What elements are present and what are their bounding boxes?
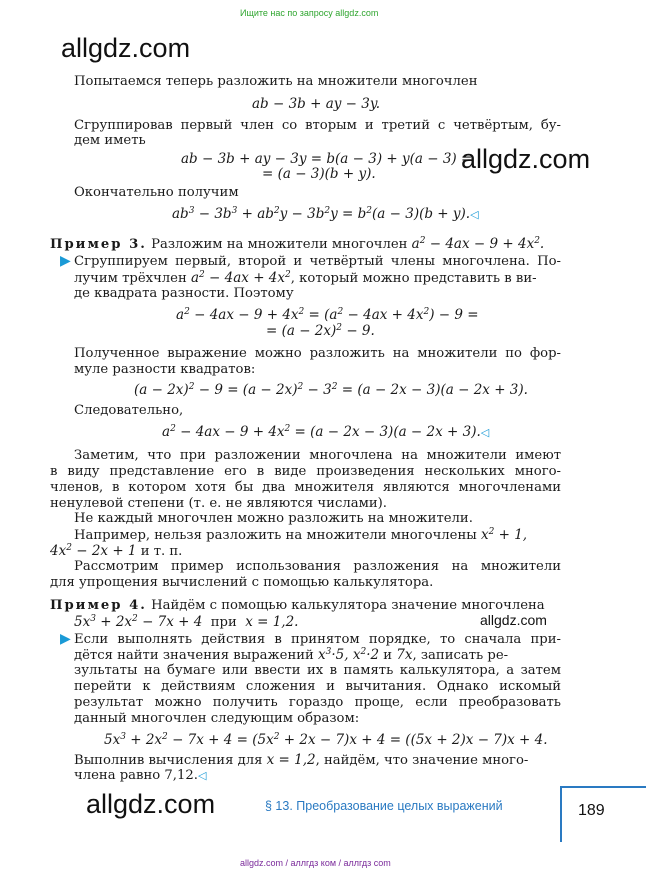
finally-text: Окончательно получим bbox=[74, 185, 239, 200]
watermark-top: Ищите нас по запросу allgdz.com bbox=[240, 8, 379, 18]
watermark-inline: allgdz.com bbox=[480, 612, 547, 628]
example-3-heading: Пример 3. Разложим на множители многочлен $a^2 - 4ax - 9 + 4x^2$. bbox=[50, 236, 545, 252]
footer-divider-vertical bbox=[560, 786, 562, 842]
remark-line-8: Рассмотрим пример использования разложения на множители bbox=[74, 559, 561, 574]
example-3-solution-line-1: Сгруппируем первый, второй и четвёртый члены многочлена. По- bbox=[74, 254, 561, 269]
formula-difference-of-squares: $(a - 2x)^2 - 9 = (a - 2x)^2 - 3^2 = (a - 2x - 3)(a - 2x + 3)$. bbox=[134, 382, 528, 398]
end-marker-icon: ◁ bbox=[470, 208, 479, 221]
grouping-line-2: дем иметь bbox=[74, 133, 146, 148]
solution-start-icon: ▶ bbox=[60, 253, 71, 269]
therefore-text: Следовательно, bbox=[74, 403, 184, 418]
remark-line-4: ненулевой степени (т. е. не являются числами). bbox=[50, 496, 387, 511]
formula-square-1: $a^2 - 4ax - 9 + 4x^2 = (a^2 - 4ax + 4x^2) - 9$ = bbox=[176, 307, 479, 323]
end-marker-icon: ◁ bbox=[480, 426, 490, 439]
formula-cubic-factor: $ab^3 - 3b^3 + ab^2y - 3b^2y = b^2(a - 3)(b$ + y).◁ bbox=[172, 206, 479, 222]
watermark-bottom-links: allgdz.com / аллгдз ком / аллгдз com bbox=[240, 858, 391, 868]
watermark-logo-top: allgdz.com bbox=[61, 33, 191, 63]
formula-ab-3b-ay-3y: ab − 3b + ay − 3y. bbox=[252, 96, 380, 112]
example-4-solution-line-5: результат можно получить гораздо проще, если преобразовать bbox=[74, 695, 561, 710]
remark-line-5: Не каждый многочлен можно разложить на множители. bbox=[74, 511, 473, 526]
formula-example-3-result: $a^2 - 4ax - 9 + 4x^2 = (a - 2x - 3)(a - 2x$ + 3).◁ bbox=[162, 424, 490, 440]
example-4-solution-line-6: данный многочлен следующим образом: bbox=[74, 711, 360, 726]
intro-line: Попытаемся теперь разложить на множители многочлен bbox=[74, 74, 478, 89]
remark-line-7: $4x^2 - 2x + 1$ и т. п. bbox=[50, 543, 183, 559]
example-3-solution-line-3: де квадрата разности. Поэтому bbox=[74, 286, 294, 301]
remark-line-3: членов, в котором хотя бы два множителя являются многочленами bbox=[50, 480, 561, 495]
watermark-logo-mid: allgdz.com bbox=[461, 144, 591, 174]
formula-intro-line-2: муле разности квадратов: bbox=[74, 362, 256, 377]
example-4-solution-line-1: Если выполнять действия в принятом порядке, то сначала при- bbox=[74, 632, 561, 647]
example-3-solution-line-2: лучим трёхчлен $a^2 - 4ax + 4x^2$, который можно представить в ви- bbox=[74, 270, 537, 286]
remark-line-2: в виду представление его в виде произведения нескольких много- bbox=[50, 464, 561, 479]
example-4-solution-line-2: дётся найти значения выражений $x^3\cdot 5$, $x^2\cdot 2$ и 7x, записать ре- bbox=[74, 647, 509, 663]
watermark-logo-bottom: allgdz.com bbox=[86, 789, 216, 819]
end-marker-icon: ◁ bbox=[197, 769, 207, 782]
formula-grouping-1: ab − 3b + ay − 3y = b(a − 3) + y(a − 3) = bbox=[181, 151, 473, 167]
example-4-solution-line-4: перейти к действиям сложения и вычитания. Однако искомый bbox=[74, 679, 561, 694]
solution-start-icon: ▶ bbox=[60, 631, 71, 647]
example-4-polynomial: $5x^3 + 2x^2 - 7x + 4$ при x = 1,2. bbox=[74, 614, 299, 630]
formula-square-2: = $(a - 2x)^2 - 9$. bbox=[266, 323, 375, 339]
example-4-heading: Пример 4. Найдём с помощью калькулятора значение многочлена bbox=[50, 598, 545, 613]
remark-line-6: Например, нельзя разложить на множители многочлены $x^2 + 1$, bbox=[74, 527, 528, 543]
formula-horner: $5x^3 + 2x^2 - 7x + 4 = (5x^2 + 2x - 7)x + 4 = ((5x + 2)x - 7)x + 4$. bbox=[104, 732, 548, 748]
remark-line-1: Заметим, что при разложении многочлена на множители имеют bbox=[74, 448, 561, 463]
footer-divider-horizontal bbox=[560, 786, 646, 788]
formula-grouping-2: = (a − 3)(b + y). bbox=[262, 166, 376, 182]
example-4-final-line-2: члена равно 7,12.◁ bbox=[74, 768, 207, 783]
grouping-line-1: Сгруппировав первый член со вторым и третий с четвёртым, бу- bbox=[74, 118, 561, 133]
example-4-final-line-1: Выполнив вычисления для x = 1,2, найдём, что значение много- bbox=[74, 752, 529, 768]
example-4-solution-line-3: зультаты на бумаге или ввести их в память калькулятора, а затем bbox=[74, 663, 561, 678]
formula-intro-line-1: Полученное выражение можно разложить на множители по фор- bbox=[74, 346, 561, 361]
section-title: § 13. Преобразование целых выражений bbox=[265, 799, 503, 813]
remark-line-9: для упрощения вычислений с помощью калькулятора. bbox=[50, 575, 434, 590]
page-number: 189 bbox=[578, 802, 605, 819]
